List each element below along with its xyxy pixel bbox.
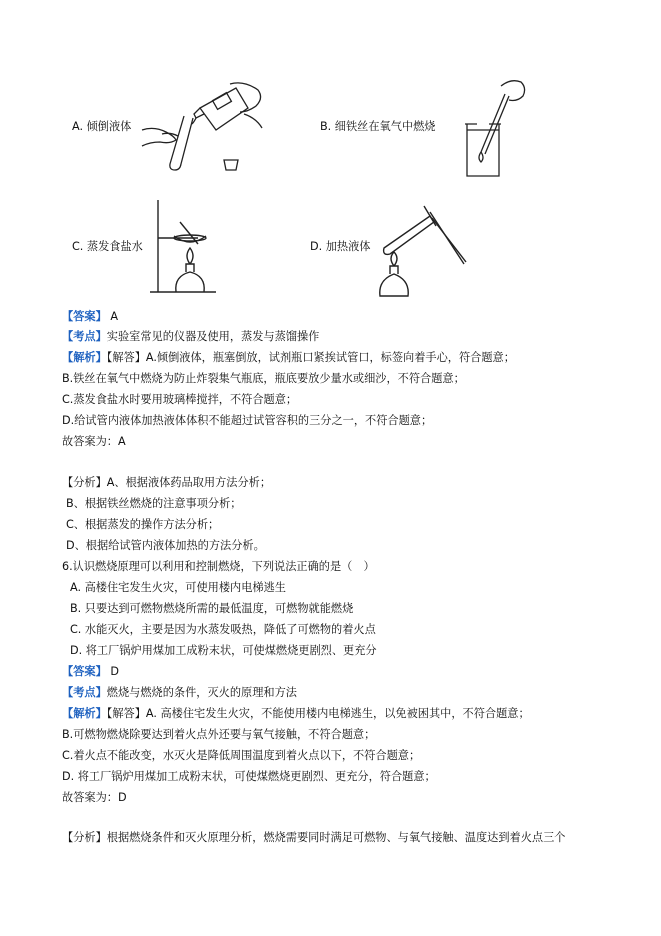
- q5-analysis-line1: 【解答】A.倾倒液体，瓶塞倒放，试剂瓶口紧挨试管口，标签向着手心，符合题意；: [106, 351, 515, 364]
- q6-option-b: B. 只要达到可燃物燃烧所需的最低温度，可燃物就能燃烧: [70, 602, 354, 615]
- q5-analysis-line3: C.蒸发食盐水时要用玻璃棒搅拌，不符合题意；: [62, 393, 298, 406]
- q6-option-a: A. 高楼住宅发生火灾，可使用楼内电梯逃生: [70, 581, 286, 594]
- q6-point: 燃烧与燃烧的条件，灭火的原理和方法: [106, 686, 297, 699]
- q5-final-answer: 故答案为：A: [62, 435, 126, 448]
- q5-fenxi-line2: B、根据铁丝燃烧的注意事项分析；: [66, 497, 242, 510]
- q6-analysis-line1: 【解答】A. 高楼住宅发生火灾，不能使用楼内电梯逃生，以免被困其中，不符合题意；: [106, 707, 530, 720]
- q6-fenxi-row: [62, 829, 565, 846]
- q5-fenxi-line3: C、根据蒸发的操作方法分析；: [66, 518, 220, 531]
- q6-option-d: D. 将工厂锅炉用煤加工成粉末状，可使煤燃烧更剧烈、更充分: [70, 644, 377, 657]
- q5-point-row: [62, 328, 319, 345]
- q5-analysis-row: [62, 349, 515, 366]
- q6-answer: D: [106, 665, 119, 678]
- q6-analysis-line3: C.着火点不能改变，水灭火是降低周围温度到着火点以下，不符合题意；: [62, 749, 421, 762]
- q6-answer-row: [62, 663, 119, 680]
- q5-analysis-line2: B.铁丝在氧气中燃烧为防止炸裂集气瓶底，瓶底要放少量水或细沙，不符合题意；: [62, 372, 465, 385]
- q5-fenxi-tag: 【分析】: [62, 476, 107, 489]
- q5-fenxi-line4: D、根据给试管内液体加热的方法分析。: [66, 539, 265, 552]
- q6-analysis-line2: B.可燃物燃烧除要达到着火点外还要与氧气接触，不符合题意；: [62, 728, 376, 741]
- q6-fenxi-tag: 【分析】: [62, 831, 107, 844]
- pouring-liquid-figure: [140, 78, 265, 178]
- q6-answer-tag: 【答案】: [62, 665, 107, 678]
- evaporation-figure: [146, 192, 226, 300]
- iron-wire-burning-figure: [455, 72, 530, 180]
- heating-liquid-figure: [374, 196, 474, 300]
- option-b-label: B. 细铁丝在氧气中燃烧: [320, 120, 436, 133]
- q6-analysis-tag: 【解析】: [62, 707, 107, 720]
- q5-fenxi-row: [62, 474, 271, 491]
- q6-fenxi-text: 根据燃烧条件和灭火原理分析，燃烧需要同时满足可燃物、与氧气接触、温度达到着火点三个: [106, 831, 566, 844]
- q6-option-c: C. 水能灭火，主要是因为水蒸发吸热，降低了可燃物的着火点: [70, 623, 376, 636]
- q5-analysis-line4: D.给试管内液体加热液体体积不能超过试管容积的三分之一，不符合题意；: [62, 414, 433, 427]
- q6-stem: 6.认识燃烧原理可以利用和控制燃烧，下列说法正确的是（ ）: [62, 560, 375, 573]
- option-c-label: C. 蒸发食盐水: [72, 240, 143, 253]
- q6-final-answer: 故答案为：D: [62, 791, 127, 804]
- q6-analysis-row: [62, 705, 530, 722]
- q6-point-tag: 【考点】: [62, 686, 107, 699]
- q5-answer: A: [106, 310, 118, 323]
- q6-analysis-line4: D. 将工厂锅炉用煤加工成粉末状，可使煤燃烧更剧烈、更充分，符合题意；: [62, 770, 436, 783]
- q5-answer-tag: 【答案】: [62, 310, 107, 323]
- option-d-label: D. 加热液体: [310, 240, 371, 253]
- q5-point-tag: 【考点】: [62, 330, 107, 343]
- q5-fenxi-line1: A、根据液体药品取用方法分析；: [106, 476, 272, 489]
- q5-analysis-tag: 【解析】: [62, 351, 107, 364]
- option-a-label: A. 倾倒液体: [72, 120, 132, 133]
- q5-answer-row: [62, 308, 118, 325]
- q6-point-row: [62, 684, 297, 701]
- q5-point: 实验室常见的仪器及使用，蒸发与蒸馏操作: [106, 330, 320, 343]
